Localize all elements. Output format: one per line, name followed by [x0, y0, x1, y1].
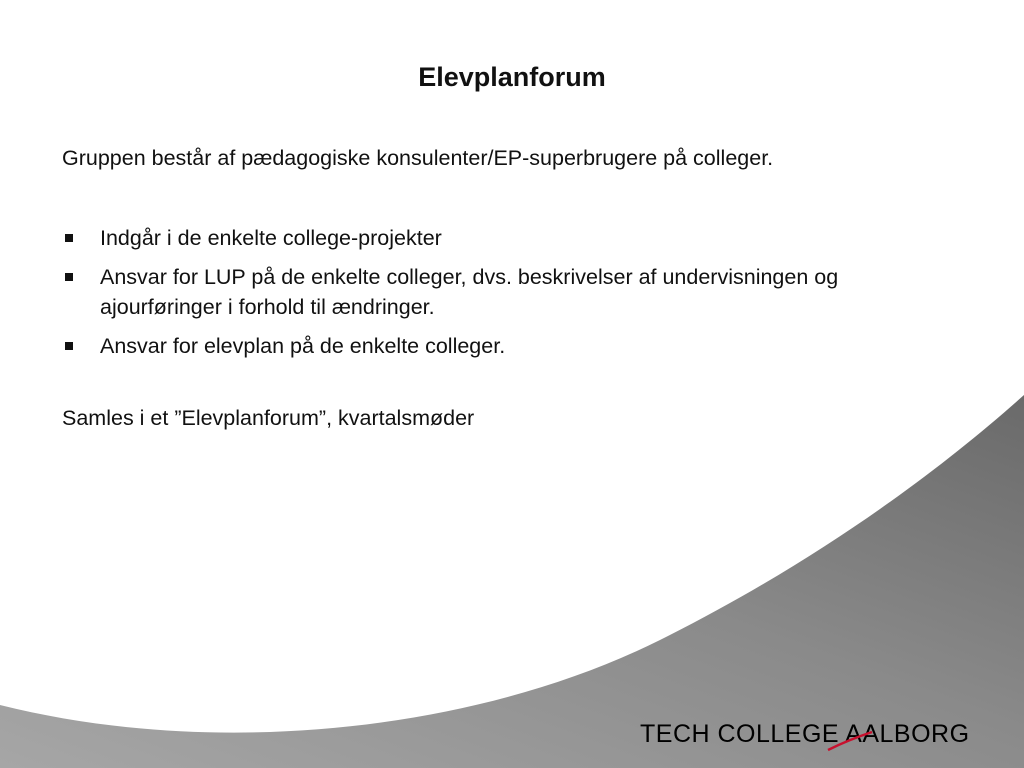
bullet-item	[62, 331, 942, 361]
bullet-text: Ansvar for elevplan på de enkelte colleger.	[100, 334, 506, 358]
bullet-item	[62, 223, 942, 253]
slide-body	[62, 143, 942, 433]
logo-text: TECH COLLEGE AALBORG	[640, 720, 970, 748]
bullet-text: Indgår i de enkelte college-projekter	[100, 226, 442, 250]
bullet-list	[62, 223, 942, 361]
slide-title: Elevplanforum	[418, 62, 606, 92]
square-bullet-icon	[65, 342, 73, 350]
tech-college-aalborg-logo	[640, 714, 980, 754]
square-bullet-icon	[65, 234, 73, 242]
outro-text: Samles i et ”Elevplanforum”, kvartalsmøder	[62, 406, 475, 430]
bullet-item	[62, 262, 942, 322]
bullet-text: Ansvar for LUP på de enkelte colleger, dvs. beskrivelser af undervisningen og ajourføringer i forhold til ændringer.	[100, 265, 839, 319]
intro-text: Gruppen består af pædagogiske konsulenter/EP-superbrugere på colleger.	[62, 146, 774, 170]
square-bullet-icon	[65, 273, 73, 281]
